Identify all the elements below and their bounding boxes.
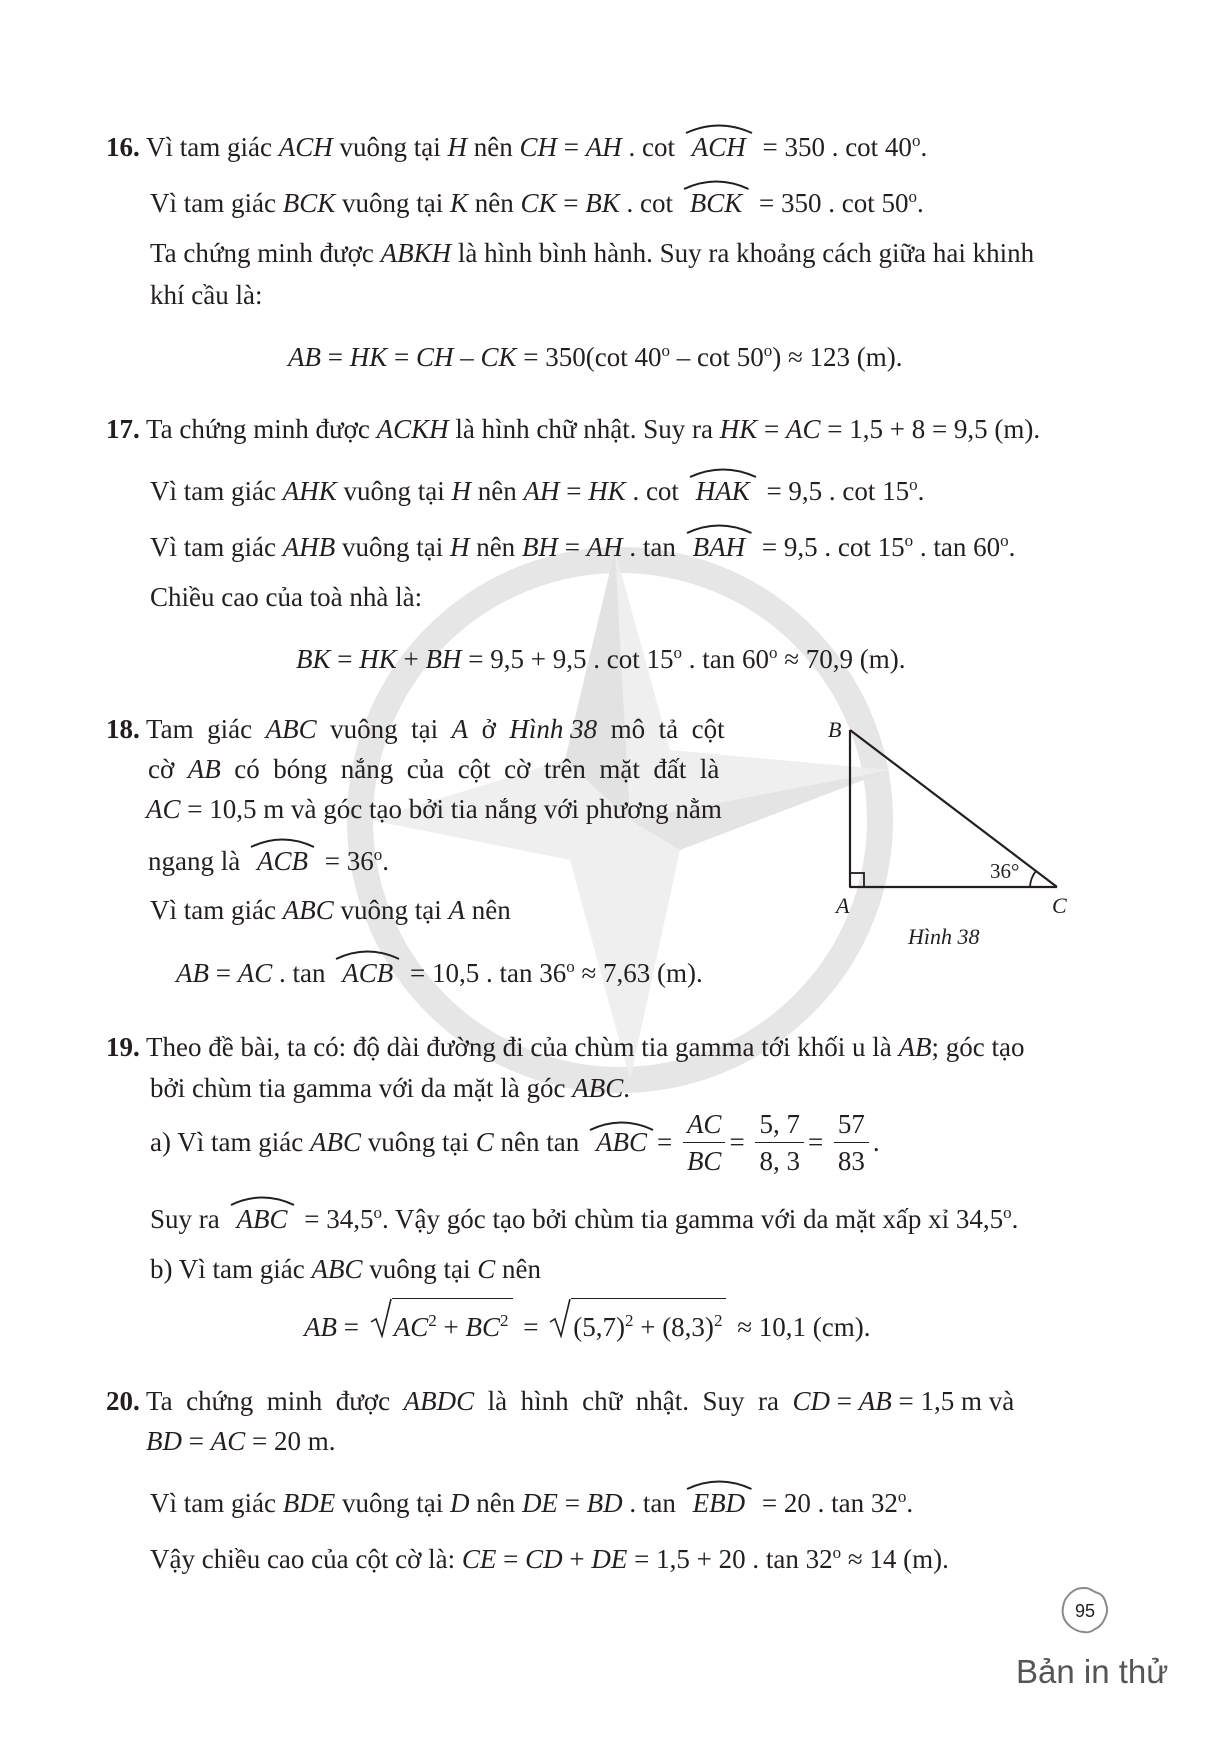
angle-arc-c bbox=[1030, 871, 1036, 887]
p17-line2 bbox=[150, 468, 924, 508]
text: = 20 . tan 32 bbox=[755, 1488, 898, 1518]
degree: o bbox=[373, 1203, 382, 1222]
text: . bbox=[623, 1073, 630, 1103]
angle-mark bbox=[684, 186, 749, 220]
text: = 9,5 . cot 15 bbox=[755, 532, 905, 562]
numerator: AC bbox=[683, 1108, 726, 1143]
p19-line3 bbox=[150, 1108, 880, 1177]
angle-name: ACH bbox=[691, 132, 746, 162]
text: vuông tại bbox=[332, 132, 448, 162]
p16-line3 bbox=[150, 236, 1034, 270]
text: A bbox=[451, 714, 469, 744]
angle-mark bbox=[231, 1202, 294, 1236]
text: vuông tại bbox=[362, 1254, 478, 1284]
text: = bbox=[829, 1386, 859, 1416]
text: nên bbox=[469, 1488, 522, 1518]
angle-name: HAK bbox=[695, 476, 750, 506]
degree: o bbox=[908, 187, 917, 206]
degree: o bbox=[673, 643, 682, 662]
angle-mark bbox=[251, 844, 314, 878]
text: . tan bbox=[622, 1488, 683, 1518]
text: Tam giác bbox=[139, 714, 266, 744]
p18-line5 bbox=[150, 893, 511, 927]
degree: o bbox=[897, 1487, 907, 1506]
fraction-57-83-decimal bbox=[755, 1108, 804, 1177]
p18-line4 bbox=[148, 838, 389, 878]
text: = 350(cot 40 bbox=[516, 342, 662, 372]
text: = 350 . cot 50 bbox=[752, 188, 909, 218]
p16-line2 bbox=[150, 180, 924, 220]
text: CH bbox=[415, 342, 454, 372]
text: là hình chữ nhật. Suy ra bbox=[474, 1386, 793, 1416]
text: = bbox=[182, 1426, 211, 1456]
text: . tan 60 bbox=[913, 532, 1001, 562]
p18-line2 bbox=[148, 752, 719, 786]
text: ≈ 70,9 (m). bbox=[777, 644, 906, 674]
denominator: 8, 3 bbox=[759, 1146, 800, 1176]
text: AB bbox=[176, 958, 209, 988]
text: nên bbox=[470, 476, 524, 506]
text: = 9,5 + 9,5 . cot 15 bbox=[461, 644, 674, 674]
text: Vì tam giác bbox=[150, 532, 283, 562]
text: CD bbox=[792, 1386, 830, 1416]
degree: o bbox=[832, 1543, 842, 1562]
text: = 350 . cot 40 bbox=[755, 132, 912, 162]
text: AC bbox=[210, 1426, 246, 1456]
text: ) ≈ 123 (m). bbox=[772, 342, 903, 372]
text: K bbox=[449, 188, 468, 218]
side-bc bbox=[850, 730, 1057, 887]
degree: o bbox=[763, 341, 773, 360]
text: = 1,5 + 20 . tan 32 bbox=[627, 1544, 833, 1574]
angle-name: BCK bbox=[689, 188, 743, 218]
text: AH bbox=[585, 132, 622, 162]
text: nên bbox=[469, 532, 522, 562]
angle-mark bbox=[690, 474, 756, 508]
text: = bbox=[330, 644, 360, 674]
text: BD bbox=[146, 1426, 182, 1456]
text: . bbox=[906, 1488, 914, 1518]
text: = bbox=[757, 414, 786, 444]
text: ABC bbox=[572, 1073, 624, 1103]
exponent: 2 bbox=[428, 1311, 437, 1330]
text: – bbox=[453, 342, 481, 372]
p19-number: 19. bbox=[106, 1032, 140, 1062]
angle-name: ACB bbox=[342, 958, 394, 988]
text: nên bbox=[468, 188, 521, 218]
text: AB bbox=[858, 1386, 892, 1416]
text: = bbox=[337, 1312, 366, 1342]
text: = bbox=[729, 1127, 745, 1157]
text: là hình bình hành. Suy ra khoảng cách giữa hai khinh bbox=[451, 238, 1035, 268]
text: = 34,5 bbox=[297, 1204, 374, 1234]
text: = bbox=[556, 132, 586, 162]
degree: o bbox=[373, 845, 383, 864]
angle-mark bbox=[686, 130, 752, 164]
text: BH bbox=[521, 532, 558, 562]
text: vuông tại bbox=[333, 895, 449, 925]
text: Vì tam giác bbox=[150, 476, 283, 506]
p16-line1 bbox=[106, 124, 927, 164]
text: AH bbox=[523, 476, 560, 506]
text: Suy ra bbox=[150, 1204, 227, 1234]
text: ở bbox=[468, 714, 510, 744]
text: BDE bbox=[282, 1488, 336, 1518]
text: C bbox=[475, 1127, 494, 1157]
text: ABC bbox=[265, 714, 317, 744]
text: = 1,5 m và bbox=[891, 1386, 1015, 1416]
degree: o bbox=[1000, 531, 1009, 550]
text: BK bbox=[585, 188, 620, 218]
text: AB bbox=[187, 754, 221, 784]
text: = 10,5 m và góc tạo bởi tia nắng với phương nằm bbox=[180, 794, 722, 824]
text: HK bbox=[719, 414, 758, 444]
text: = bbox=[516, 1312, 546, 1342]
text: = 20 m. bbox=[245, 1426, 336, 1456]
angle-name: ABC bbox=[595, 1127, 647, 1157]
p19-formula bbox=[304, 1298, 870, 1347]
degree: o bbox=[911, 131, 921, 150]
text: ABDC bbox=[403, 1386, 475, 1416]
text: = 36 bbox=[317, 846, 374, 876]
text: Ta chứng minh được bbox=[150, 238, 381, 268]
p20-number: 20. bbox=[106, 1386, 140, 1416]
text: . cot bbox=[625, 476, 686, 506]
text: cờ bbox=[148, 754, 188, 784]
p18-line3 bbox=[146, 792, 722, 826]
text: AHK bbox=[282, 476, 337, 506]
text: + bbox=[436, 1312, 466, 1342]
degree: o bbox=[909, 475, 918, 494]
p18-number: 18. bbox=[106, 714, 140, 744]
text: . cot bbox=[621, 132, 682, 162]
p20-line2 bbox=[146, 1424, 335, 1458]
degree: o bbox=[661, 341, 670, 360]
text: = 9,5 . cot 15 bbox=[759, 476, 910, 506]
text: ngang là bbox=[148, 846, 247, 876]
p19-line5 bbox=[150, 1252, 541, 1286]
text: Vì tam giác bbox=[146, 132, 279, 162]
text: – cot 50 bbox=[670, 342, 764, 372]
angle-mark bbox=[687, 530, 751, 564]
p19-line2 bbox=[150, 1071, 630, 1105]
text: . bbox=[382, 846, 389, 876]
text: nên bbox=[495, 1254, 541, 1284]
numerator: 57 bbox=[834, 1108, 869, 1143]
p17-line1 bbox=[106, 412, 1040, 446]
text: BH bbox=[425, 644, 462, 674]
label-b: B bbox=[828, 717, 842, 742]
text: Vì tam giác bbox=[150, 188, 283, 218]
p16-number: 16. bbox=[106, 132, 140, 162]
page-number: 95 bbox=[1074, 1601, 1096, 1621]
degree: o bbox=[1003, 1203, 1012, 1222]
p20-line4 bbox=[150, 1536, 949, 1576]
text: nên bbox=[466, 132, 520, 162]
text: vuông tại bbox=[335, 532, 450, 562]
text: BK bbox=[296, 644, 331, 674]
text: vuông tại bbox=[335, 188, 450, 218]
text: + bbox=[396, 644, 426, 674]
figure-caption: Hình 38 bbox=[908, 924, 980, 949]
text: = bbox=[209, 958, 238, 988]
text: . bbox=[872, 1127, 880, 1157]
angle-mark bbox=[590, 1127, 653, 1158]
denominator: 83 bbox=[837, 1146, 865, 1176]
angle-mark bbox=[336, 956, 399, 990]
radical-sign bbox=[370, 1298, 392, 1338]
page-number-badge bbox=[1060, 1585, 1110, 1635]
text: = bbox=[387, 342, 416, 372]
angle-name: BAH bbox=[692, 532, 746, 562]
text: . Vậy góc tạo bởi chùm tia gamma với da mặt xấp xỉ 34,5 bbox=[381, 1204, 1004, 1234]
text: là hình chữ nhật. Suy ra bbox=[448, 414, 720, 444]
text: ACH bbox=[278, 132, 333, 162]
denominator: BC bbox=[686, 1146, 722, 1176]
text: Theo đề bài, ta có: độ dài đường đi của chùm tia gamma tới khối u là bbox=[139, 1032, 899, 1062]
text: ABC bbox=[309, 1127, 361, 1157]
p17-line3 bbox=[150, 524, 1015, 564]
text: BD bbox=[586, 1488, 623, 1518]
text: ≈ 10,1 (cm). bbox=[730, 1312, 871, 1342]
text: AC bbox=[146, 794, 181, 824]
text: CK bbox=[480, 342, 517, 372]
text: C bbox=[477, 1254, 496, 1284]
p16-formula bbox=[288, 334, 903, 374]
text: . bbox=[1008, 532, 1016, 562]
text: Ta chứng minh được bbox=[139, 1386, 404, 1416]
text: DE bbox=[591, 1544, 628, 1574]
text: . tan bbox=[272, 958, 333, 988]
text: HK bbox=[588, 476, 626, 506]
text: nên bbox=[464, 895, 511, 925]
text: ABKH bbox=[380, 238, 452, 268]
degree: o bbox=[768, 643, 778, 662]
text: = bbox=[496, 1544, 526, 1574]
text: AC bbox=[237, 958, 273, 988]
text: b) Vì tam giác bbox=[150, 1254, 312, 1284]
figure-ref: Hình 38 bbox=[509, 714, 598, 744]
text: = bbox=[321, 342, 350, 372]
text: DE bbox=[521, 1488, 558, 1518]
text: H bbox=[451, 476, 471, 506]
text: A bbox=[448, 895, 465, 925]
sqrt-ac2-bc2 bbox=[370, 1298, 513, 1347]
text: ; góc tạo bbox=[931, 1032, 1025, 1062]
p17-line4: Chiều cao của toà nhà là: bbox=[150, 582, 423, 612]
sqrt-numeric bbox=[549, 1298, 726, 1347]
text: . bbox=[917, 476, 925, 506]
text: H bbox=[449, 532, 470, 562]
text: = 10,5 . tan 36 bbox=[403, 958, 567, 988]
exponent: 2 bbox=[500, 1311, 509, 1330]
text: . tan bbox=[622, 532, 683, 562]
text: AB bbox=[288, 342, 321, 372]
text: AC bbox=[785, 414, 821, 444]
p18-line1 bbox=[106, 712, 725, 746]
text: có bóng nắng của cột cờ trên mặt đất là bbox=[220, 754, 720, 784]
p17-number: 17. bbox=[106, 414, 140, 444]
text: CE bbox=[461, 1544, 497, 1574]
text: AB bbox=[304, 1312, 337, 1342]
text: BCK bbox=[282, 188, 336, 218]
text: . bbox=[920, 132, 928, 162]
text: AH bbox=[586, 532, 623, 562]
fraction-57-83 bbox=[834, 1108, 869, 1177]
text: AHB bbox=[282, 532, 336, 562]
p17-formula bbox=[296, 636, 906, 676]
text: = bbox=[656, 1127, 673, 1157]
text: bởi chùm tia gamma với da mặt là góc bbox=[150, 1073, 573, 1103]
text: a) Vì tam giác bbox=[150, 1127, 310, 1157]
exponent: 2 bbox=[624, 1311, 634, 1330]
text: vuông tại bbox=[335, 1488, 450, 1518]
label-a: A bbox=[836, 893, 850, 918]
text: Ta chứng minh được bbox=[139, 414, 377, 444]
angle-name: EBD bbox=[692, 1488, 746, 1518]
text: vuông tại bbox=[316, 714, 452, 744]
text: . tan 60 bbox=[681, 644, 769, 674]
angle-label: 36° bbox=[990, 859, 1020, 883]
degree: o bbox=[566, 957, 575, 976]
text: = bbox=[557, 532, 587, 562]
radical-sign bbox=[549, 1298, 571, 1338]
text: HK bbox=[359, 644, 397, 674]
text: CD bbox=[525, 1544, 563, 1574]
text: = bbox=[807, 1127, 824, 1157]
angle-name: ACB bbox=[256, 846, 308, 876]
text: CH bbox=[519, 132, 557, 162]
text: Vì tam giác bbox=[150, 1488, 283, 1518]
text: + bbox=[562, 1544, 592, 1574]
text: BC bbox=[465, 1312, 500, 1342]
text: + (8,3) bbox=[633, 1312, 714, 1342]
text: . cot bbox=[619, 188, 680, 218]
text: Vậy chiều cao của cột cờ là: bbox=[150, 1544, 462, 1574]
exponent: 2 bbox=[713, 1311, 723, 1330]
text: ACKH bbox=[376, 414, 449, 444]
text: nên tan bbox=[493, 1127, 586, 1157]
degree: o bbox=[904, 531, 914, 550]
p18-formula bbox=[176, 950, 703, 990]
text: = bbox=[557, 1488, 587, 1518]
right-angle-mark bbox=[850, 873, 864, 887]
p20-line3 bbox=[150, 1480, 913, 1520]
text: AB bbox=[898, 1032, 932, 1062]
text: AC bbox=[393, 1312, 429, 1342]
text: vuông tại bbox=[360, 1127, 476, 1157]
text: ≈ 7,63 (m). bbox=[574, 958, 703, 988]
angle-name: ABC bbox=[236, 1204, 288, 1234]
text: HK bbox=[349, 342, 388, 372]
text: D bbox=[449, 1488, 470, 1518]
text: = bbox=[556, 188, 586, 218]
proof-label: Bản in thử bbox=[1016, 1653, 1169, 1690]
fraction-ac-bc bbox=[683, 1108, 726, 1177]
text: CK bbox=[520, 188, 557, 218]
text: vuông tại bbox=[336, 476, 452, 506]
figure-38-triangle bbox=[810, 715, 1110, 955]
text: ABC bbox=[311, 1254, 363, 1284]
text: (5,7) bbox=[573, 1312, 625, 1342]
text: = bbox=[559, 476, 589, 506]
p20-line1 bbox=[106, 1384, 1014, 1418]
text: . bbox=[917, 188, 924, 218]
p16-line4: khí cầu là: bbox=[150, 280, 263, 310]
text: ≈ 14 (m). bbox=[841, 1544, 949, 1574]
p19-line1 bbox=[106, 1030, 1025, 1064]
text: Vì tam giác bbox=[150, 895, 283, 925]
text: ABC bbox=[282, 895, 334, 925]
text: H bbox=[447, 132, 467, 162]
text: . bbox=[1011, 1204, 1019, 1234]
text: mô tả cột bbox=[597, 714, 725, 744]
angle-mark bbox=[687, 1486, 751, 1520]
label-c: C bbox=[1052, 893, 1067, 918]
p19-line4 bbox=[150, 1196, 1018, 1236]
text: = 1,5 + 8 = 9,5 (m). bbox=[820, 414, 1041, 444]
numerator: 5, 7 bbox=[755, 1108, 804, 1143]
